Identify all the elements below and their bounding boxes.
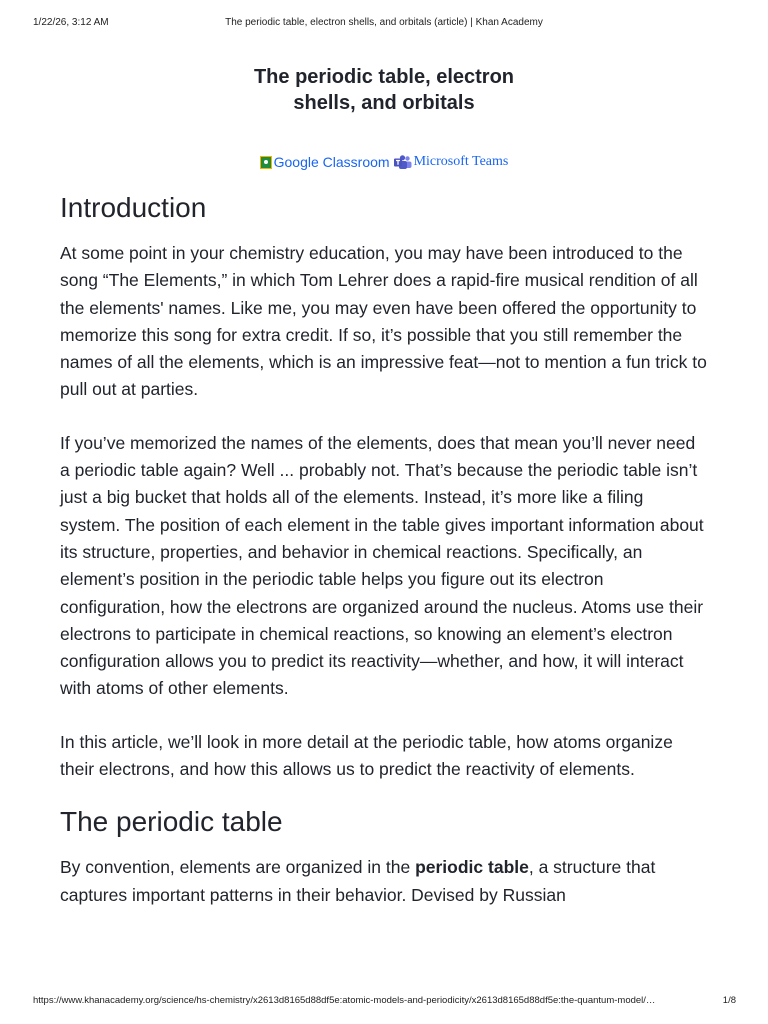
google-classroom-share-link[interactable] [260, 154, 390, 170]
microsoft-teams-label: Microsoft Teams [413, 154, 509, 169]
article-title: The periodic table, electron shells, and orbitals [253, 66, 515, 114]
intro-paragraph-3: In this article, we’ll look in more detail at the periodic table, how atoms organize their electrons, and how this allows us to predict the reactivity of elements. [60, 731, 673, 780]
print-url: https://www.khanacademy.org/science/hs-chemistry/x2613d8165d88df5e:atomic-models-and-periodicity/x2613d8165d88df5e:the-quantum-model/… [33, 995, 656, 1006]
print-header [0, 17, 768, 31]
periodic-table-paragraph-1 [60, 854, 708, 909]
section-heading-periodic-table: The periodic table [60, 806, 283, 838]
google-classroom-icon [260, 156, 272, 169]
bold-term-periodic-table: periodic table [415, 857, 529, 878]
print-document-title: The periodic table, electron shells, and orbitals (article) | Khan Academy [225, 17, 543, 28]
print-page-number: 1/8 [722, 995, 736, 1006]
article-content [60, 188, 708, 909]
section-heading-introduction: Introduction [60, 192, 207, 223]
intro-paragraph-2: If you’ve memorized the names of the elements, does that mean you’ll never need a periodic table again? Well ... probably not. That’s because the periodic table isn’t just a big bucket that holds all of the elements. Instead, it’s more like a filing system. The position of each element in the table gives important information about its structure, properties, and behavior in chemical reactions. Specifically, an element’s position in the periodic table helps you figure out its electron configuration, how the electrons are organized around the nucleus. Atoms use their electrons to participate in chemical reactions, so knowing an element’s electron configuration allows you to predict its reactivity—whether, and how, it will interact with atoms of other elements. [60, 432, 704, 699]
paragraph-text-after: , a structure that captures important patterns in their behavior. Devised by Russian [60, 857, 656, 905]
microsoft-teams-share-link[interactable] [394, 154, 509, 170]
intro-paragraph-1: At some point in your chemistry education, you may have been introduced to the song “The Elements,” in which Tom Lehrer does a rapid-fire musical rendition of all the elements' names. Like me, you may even have been offered the opportunity to memorize this song for extra credit. If so, it’s possible that you still remember the names of all the elements, which is an impressive feat—not to mention a fun trick to pull out at parties. [60, 243, 707, 400]
paragraph-text-before: By convention, elements are organized in the [60, 857, 416, 878]
share-row [0, 152, 768, 172]
google-classroom-label: Google Classroom [273, 154, 390, 170]
microsoft-teams-icon [394, 155, 412, 170]
print-footer [0, 995, 768, 1009]
print-datetime: 1/22/26, 3:12 AM [33, 17, 109, 28]
